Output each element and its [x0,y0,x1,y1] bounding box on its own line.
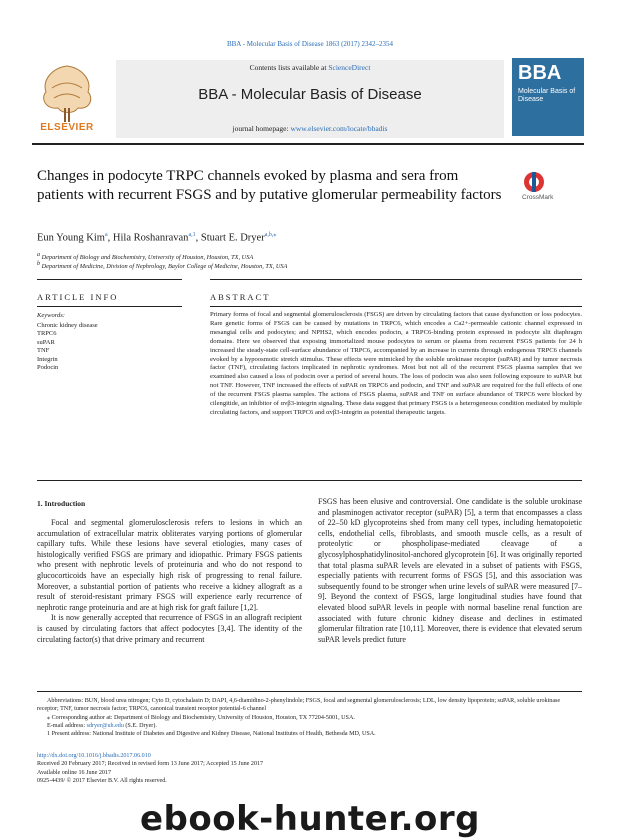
abbreviations-footnote: Abbreviations: BUN, blood urea nitrogen; Cyto D, cytochalasin D; DAPI, 4,6-diamidino-2-phenylindole; FSGS, focal and segmental glomerulosclerosis; LDL, low density lipoprotein; suPAR, soluble urokinase receptor; TNF, tumor necrosis factor; TRPC6, canonical transient receptor potential-6 channel [37,698,561,713]
author-affil-sup[interactable]: a,b,⁎ [264,232,277,238]
abstract-body: Primary forms of focal and segmental glomerulosclerosis (FSGS) are driven by circulating factors that cause dysfunction or loss podocytes. Rare genetic forms of FSGS can be caused by mutations in TRPC6, which encodes a Ca2+-permeable cationic channel expressed in mesangial cells and podocytes; and NPHS2, which encodes podocin, a TRPC6-binding protein expressed in podocyte slit diaphragm domains. Here we observed that exposing immortalized mouse podocytes to serum or plasma from recurrent FSGS patients for 24 h increased the steady-state cell-surface abundance of TRPC6, accompanied by an increase in currents through endogenous TRPC6 channels evoked by a hypoosmotic stretch stimulus. These effects were mimicked by the soluble urokinase receptor (suPAR) and by tumor necrosis factor (TNF), circulating factors implicated in nephrotic syndromes. Most but not all of the recurrent FSGS plasma samples that we examined also caused a loss of podocin over a period of several hours. The loss of podocin was also seen following exposure to suPAR but not TNF. However, TNF increased the effects of suPAR on TRPC6 and podocin, and TNF and suPAR are required for the full effects of one of the recurrent FSGS plasma samples. The actions of FSGS plasma, suPAR and TNF on surface abundance of TRPC6 were blocked by cilengitide, an inhibitor of αvβ3-integrin signaling. These data suggest that primary FSGS is a heterogeneous condition mediated by multiple circulating factors, and support TRPC6 and αvβ3-integrin as potential therapeutic targets. [210,311,582,416]
article-info-heading: ARTICLE INFO [37,292,119,302]
author-name[interactable]: Eun Young Kim [37,232,105,244]
online-date: Available online 16 June 2017 [37,769,112,776]
doi-link[interactable]: http://dx.doi.org/10.1016/j.bbadis.2017.06.010 [37,753,151,759]
elsevier-tree-logo [32,58,102,128]
affiliation: $^b$ Department of Medicine, Division of Nephrology, Baylor College of Medicine, Houston, TX, USA [37,261,288,271]
email-footnote: E-mail address: sdryer@uh.edu (S.E. Dryer). [47,722,157,729]
received-dates: Received 20 February 2017; Received in revised form 13 June 2017; Accepted 15 June 2017 [37,761,264,768]
divider [210,306,582,307]
keyword: TNF [37,347,50,355]
paragraph: It is now generally accepted that recurrence of FSGS in an allograft recipient is caused by circulating factors that affect podocytes [3,4]. The identity of the circulating factor(s) that drive primary and recurrent [37,613,302,644]
keywords-list [37,322,182,372]
body-column-left [37,518,302,645]
crossmark-label: CrossMark [522,194,554,201]
author-list: Eun Young Kim$^a$, Hila Roshanravan$^{a,1}$, Stuart E. Dryer$^{a,b,⁎}$ [37,232,277,244]
paragraph: Focal and segmental glomerulosclerosis refers to lesions in which an accumulation of extracellular matrix obliterates varying portions of glomerular capillary tufts. While these lesions have several etiologies, many cases of histologically verified FSGS are primary and idiopathic. Primary FSGS patients who present with nephrotic levels of proteinuria and who do not respond to glucocorticoids have an especially high risk of progressing to renal failure. Moreover, a substantial portion of patients who receive a kidney allograft as a result of steroid-resistant primary FSGS will experience early recurrence of nephrotic range proteinuria and are at high risk for graft failure [1,2]. [37,518,302,612]
crossmark-icon[interactable] [522,170,592,194]
elsevier-wordmark: ELSEVIER [40,122,94,133]
email-link[interactable]: sdryer@uh.edu [86,722,124,729]
abstract-heading: ABSTRACT [210,292,271,302]
divider [37,306,182,307]
body-column-right [318,497,582,645]
bibliographic-info [37,752,337,785]
affiliation: $^a$ Department of Biology and Biochemistry, University of Houston, Houston, TX, USA [37,252,254,262]
paragraph: FSGS has been elusive and controversial. One candidate is the soluble urokinase and plasminogen activator receptor (suPAR) [5], a term that encompasses a class of 22–50 kD glycoproteins shed from many cell types, including hematopoietic cells, endothelial cells, fibroblasts, and smooth muscle cells, as a result of proteolytic or phospholipase-mediated cleavage of a glycosylphosphatidylinositol-anchored glycoprotein [6]. It was originally reported that total plasma suPAR levels are elevated in a subset of patients with FSGS, especially patients with recurrent forms of FSGS [5], and this association was subsequently found to be stronger when urine levels of suPAR were measured [7–9]. Beyond the context of FSGS, large longitudinal studies have found that elevated blood suPAR levels in people with normal baseline renal function are associated with future chronic kidney disease and declines in estimated glomerular filtration rate [10,11]. Moreover, there is evidence that elevated serum suPAR levels predict future [318,497,582,644]
journal-homepage: journal homepage: www.elsevier.com/locate/bbadis [232,124,388,133]
copyright: 0925-4439/ © 2017 Elsevier B.V. All rights reserved. [37,777,167,784]
sciencedirect-link[interactable]: ScienceDirect [328,63,371,72]
header-rule [32,143,584,145]
footnote-rule [37,691,582,692]
author-name[interactable]: Stuart E. Dryer [200,232,265,244]
author-affil-sup[interactable]: a [104,232,108,238]
author-affil-sup[interactable]: a,1 [188,232,196,238]
keyword: TRPC6 [37,330,57,338]
keywords-label: Keywords: [37,312,65,319]
keyword: Chronic kidney disease [37,322,98,329]
cover-subtitle: Molecular Basis of Disease [518,88,576,103]
article-title: Changes in podocyte TRPC channels evoked by plasma and sera from patients with recurrent FSGS and by putative glomerular permeability factors [37,168,502,203]
contents-line: Contents lists available at ScienceDirect [249,63,371,72]
homepage-link[interactable]: www.elsevier.com/locate/bbadis [290,124,388,133]
section-heading-introduction: 1. Introduction [37,499,86,508]
divider [210,279,582,280]
keyword: suPAR [37,338,55,346]
keyword: Podocin [37,364,59,372]
divider [37,480,582,481]
cover-title: BBA [518,62,562,84]
journal-cover-image [512,58,584,136]
divider [37,279,182,280]
journal-title: BBA - Molecular Basis of Disease [198,86,422,103]
footnotes [37,697,582,738]
keyword: Integrin [37,355,58,363]
present-address-footnote: 1 Present address: National Institute of Diabetes and Digestive and Kidney Disease, National Institutes of Health, Bethesda MD, USA. [47,731,376,738]
author-name[interactable]: Hila Roshanravan [112,232,189,244]
corresponding-author-footnote: ⁎ Corresponding author at: Department of Biology and Biochemistry, University of Houston, Houston, TX 77204-5001, USA. [47,714,355,721]
journal-citation[interactable]: BBA - Molecular Basis of Disease 1863 (2017) 2342–2354 [226,40,394,48]
watermark: ebook-hunter.org [139,799,481,839]
